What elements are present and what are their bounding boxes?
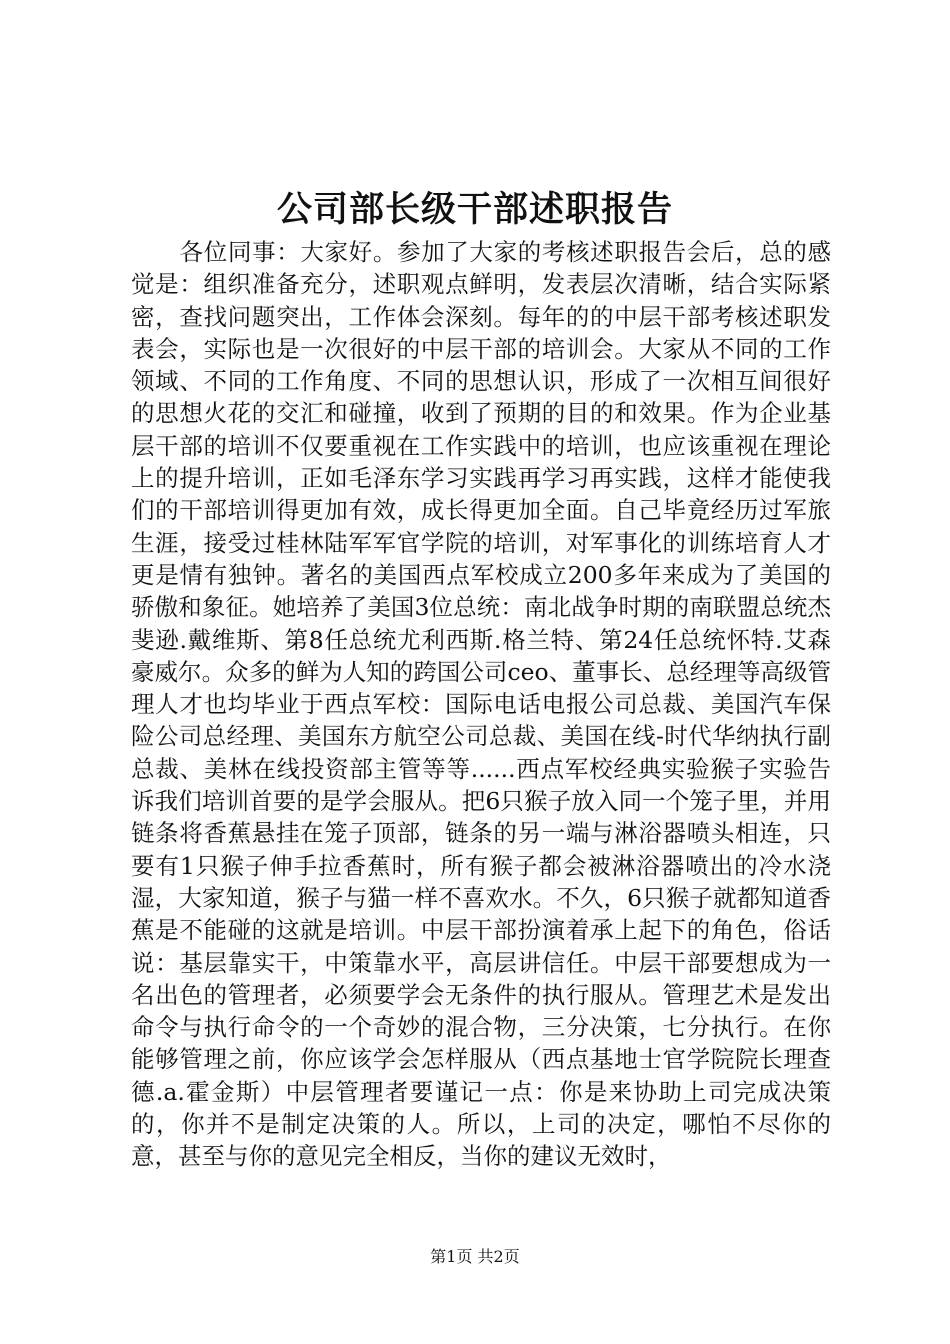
document-title: 公司部长级干部述职报告: [276, 189, 673, 230]
page-footer: 第1页 共2页: [430, 1247, 520, 1266]
body-paragraph: 各位同事：大家好。参加了大家的考核述职报告会后，总的感觉是：组织准备充分，述职观点鲜明，发表层次清晰，结合实际紧密，查找问题突出，工作体会深刻。每年的的中层干部考核述职发表会，实际也是一次很好的中层干部的培训会。大家从不同的工作领域、不同的工作角度、不同的思想认识，形成了一次相互间很好的思想火花的交汇和碰撞，收到了预期的目的和效果。作为企业基层干部的培训不仅要重视在工作实践中的培训，也应该重视在理论上的提升培训，正如毛泽东学习实践再学习再实践，这样才能使我们的干部培训得更加有效，成长得更加全面。自己毕竟经历过军旅生涯，接受过桂林陆军军官学院的培训，对军事化的训练培育人才更是情有独钟。著名的美国西点军校成立200多年来成为了美国的骄傲和象征。她培养了美国3位总统：南北战争时期的南联盟总统杰斐逊.戴维斯、第8任总统尤利西斯.格兰特、第24任总统怀特.艾森豪威尔。众多的鲜为人知的跨国公司ceo、董事长、总经理等高级管理人才也均毕业于西点军校：国际电话电报公司总裁、美国汽车保险公司总经理、美国东方航空公司总裁、美国在线-时代华纳执行副总裁、美林在线投资部主管等等......西点军校经典实验猴子实验告诉我们培训首要的是学会服从。把6只猴子放入同一个笼子里，并用链条将香蕉悬挂在笼子顶部，链条的另一端与淋浴器喷头相连，只要有1只猴子伸手拉香蕉时，所有猴子都会被淋浴器喷出的冷水浇湿，大家知道，猴子与猫一样不喜欢水。不久，6只猴子就都知道香蕉是不能碰的这就是培训。中层干部扮演着承上起下的角色，俗话说：基层靠实干，中策靠水平，高层讲信任。中层干部要想成为一名出色的管理者，必须要学会无条件的执行服从。管理艺术是发出命令与执行命令的一个奇妙的混合物，三分决策，七分执行。在你能够管理之前，你应该学会怎样服从（西点基地士官学院院长理查德.a.霍金斯）中层管理者要谨记一点：你是来协助上司完成决策的，你并不是制定决策的人。所以，上司的决定，哪怕不尽你的意，甚至与你的意见完全相反，当你的建议无效时，: [131, 238, 831, 1171]
document-body: [131, 236, 831, 1173]
